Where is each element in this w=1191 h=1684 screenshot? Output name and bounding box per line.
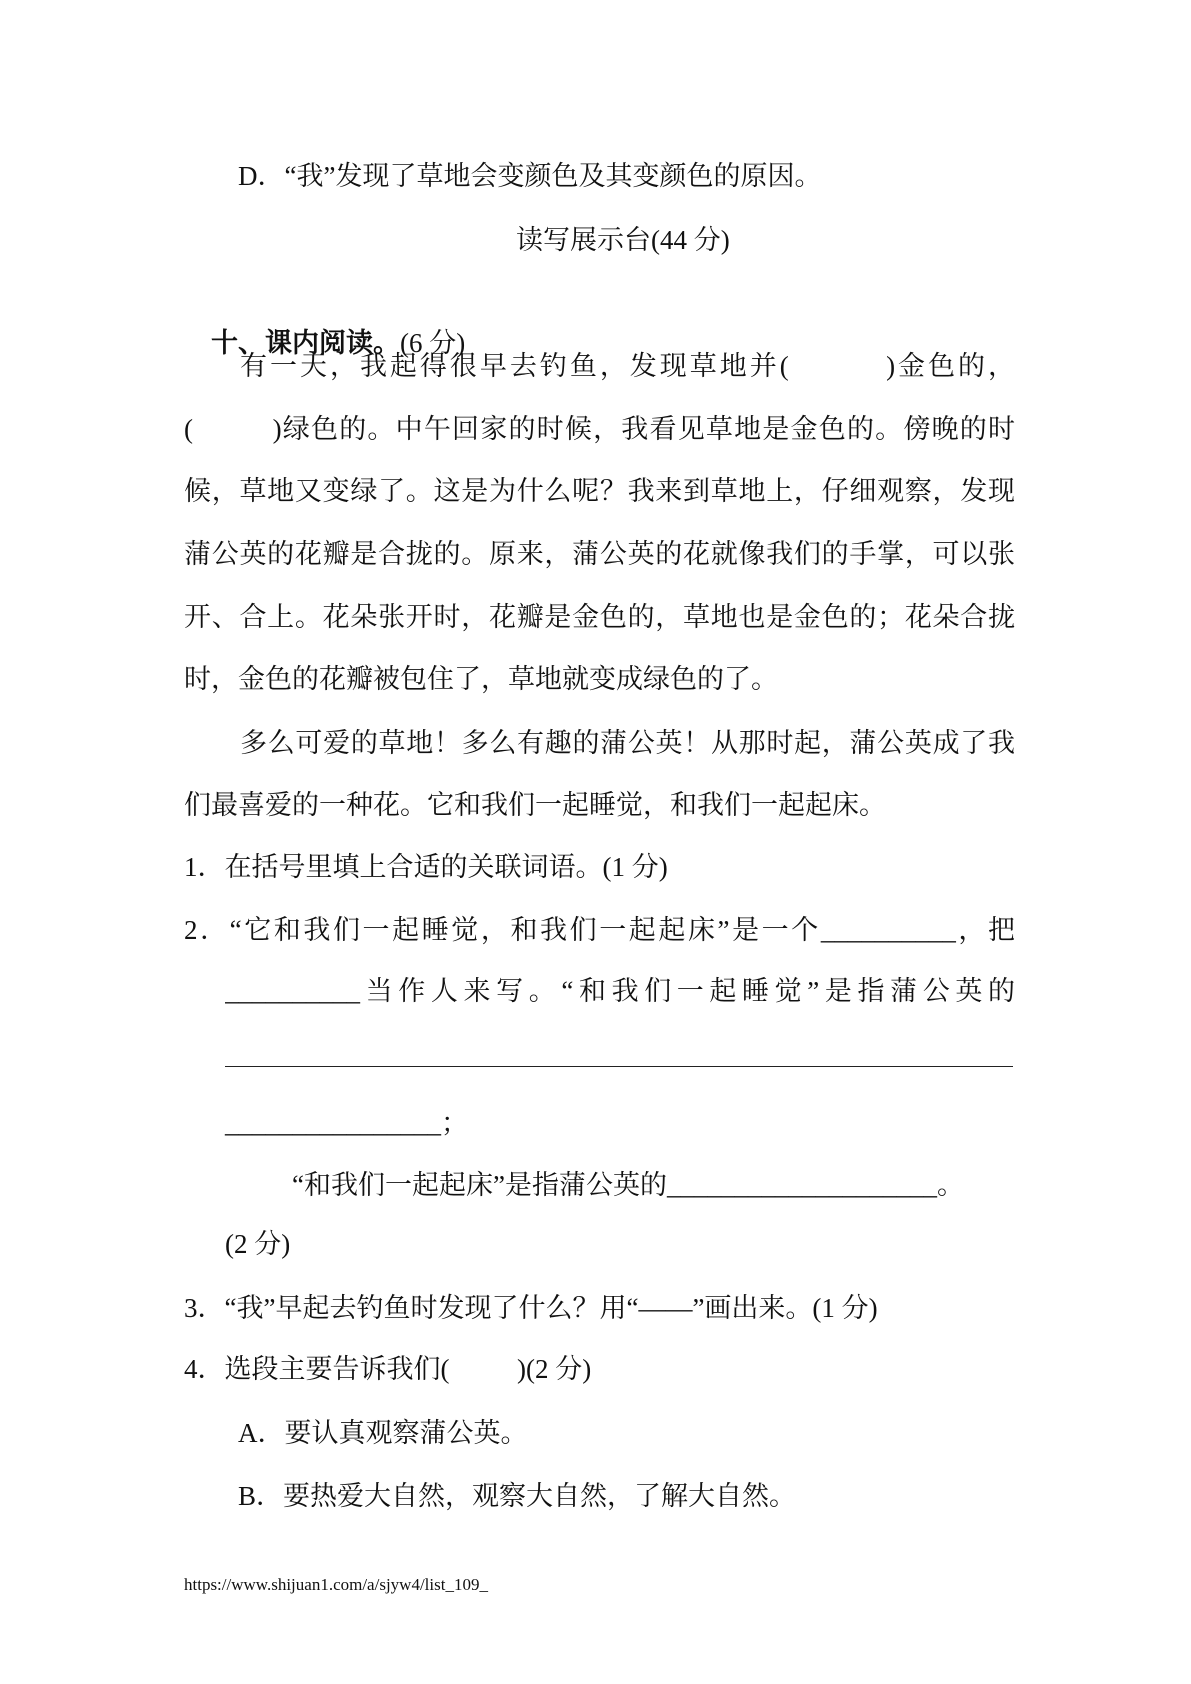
sub-question-2-line: __________当作人来写。“和我们一起睡觉”是指蒲公英的 xyxy=(225,976,1015,1006)
passage-line: 候，草地又变绿了。这是为什么呢？我来到草地上，仔细观察，发现 xyxy=(184,476,1015,506)
passage-line: 开、合上。花朵张开时，花瓣是金色的，草地也是金色的；花朵合拢 xyxy=(184,602,1015,632)
passage-line: ( )绿色的。中午回家的时候，我看见草地是金色的。傍晚的时 xyxy=(184,414,1015,444)
passage-line: 时，金色的花瓣被包住了，草地就变成绿色的了。 xyxy=(184,664,778,694)
sub-question-2-line: “和我们一起起床”是指蒲公英的____________________。 xyxy=(292,1170,964,1200)
sub-question-4: 4．选段主要告诉我们( )(2 分) xyxy=(184,1354,592,1384)
option-a: A．要认真观察蒲公英。 xyxy=(238,1418,528,1448)
question-10-points: (6 分) xyxy=(400,328,466,358)
section-title: 读写展示台(44 分) xyxy=(516,225,730,255)
question-10-title: 十、课内阅读。 xyxy=(211,328,400,359)
previous-question-option-d: D．“我”发现了草地会变颜色及其变颜色的原因。 xyxy=(238,161,822,191)
passage-line: 们最喜爱的一种花。它和我们一起睡觉，和我们一起起床。 xyxy=(184,790,886,820)
passage-line: 蒲公英的花瓣是合拢的。原来，蒲公英的花就像我们的手掌，可以张 xyxy=(184,539,1015,569)
passage-line: 有一天，我起得很早去钓鱼，发现草地并( )金色的， xyxy=(240,351,1015,381)
sub-question-2-points: (2 分) xyxy=(225,1229,291,1259)
sub-question-3: 3．“我”早起去钓鱼时发现了什么？用“——”画出来。(1 分) xyxy=(184,1293,878,1323)
footer-url: https://www.shijuan1.com/a/sjyw4/list_109_ xyxy=(184,1575,488,1594)
sub-question-2-line: 2．“它和我们一起睡觉，和我们一起起床”是一个__________，把 xyxy=(184,915,1015,945)
option-b: B．要热爱大自然，观察大自然，了解大自然。 xyxy=(238,1481,797,1511)
question-10-heading xyxy=(184,283,466,359)
passage-line: 多么可爱的草地！多么有趣的蒲公英！从那时起，蒲公英成了我 xyxy=(240,728,1015,758)
sub-question-1: 1．在括号里填上合适的关联词语。(1 分) xyxy=(184,852,668,882)
sub-question-2-line: ________________； xyxy=(225,1108,468,1138)
answer-blank-line xyxy=(225,1066,1013,1067)
